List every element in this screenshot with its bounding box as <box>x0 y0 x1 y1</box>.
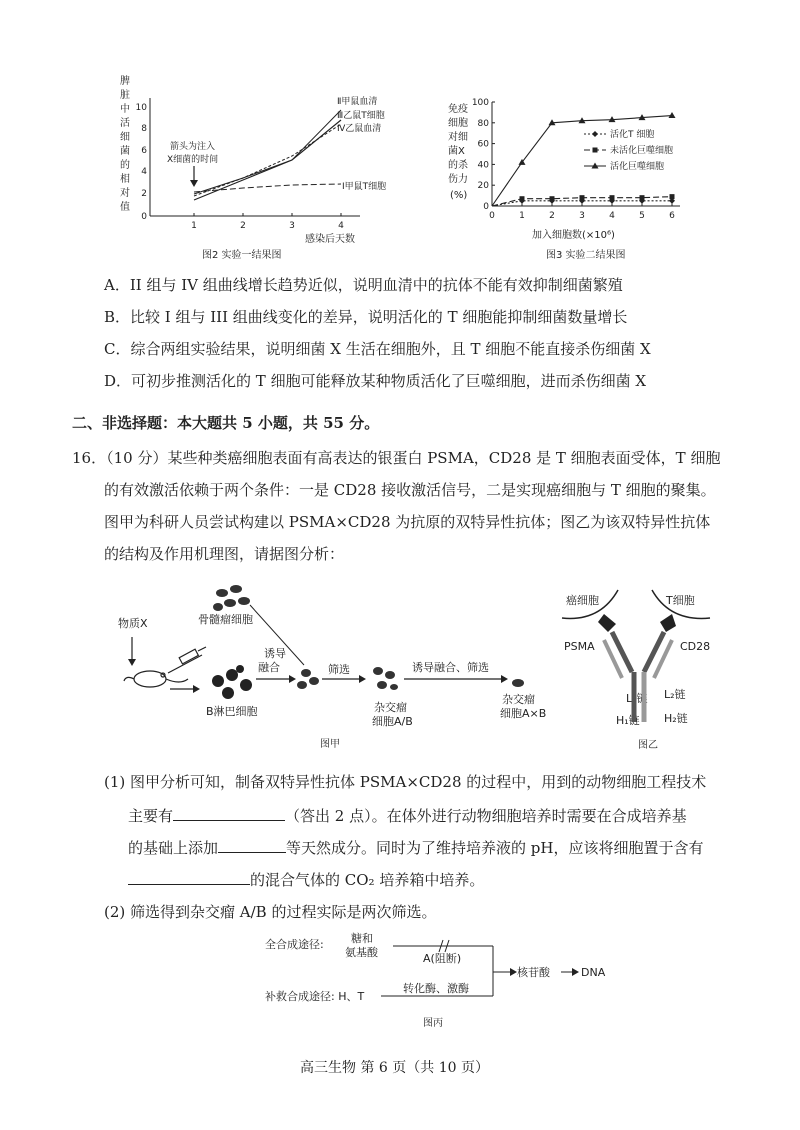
answer-blank[interactable] <box>173 804 285 821</box>
hybrid-ab-label: 细胞A/B <box>372 715 413 728</box>
fig3-xtick: 1 <box>519 211 525 221</box>
fig3-ylabel-part: 菌X <box>448 146 465 157</box>
answer-blank[interactable] <box>128 868 250 885</box>
sub1-text: （答出 2 点）。在体外进行动物细胞培养时需要在合成培养基 <box>285 807 687 825</box>
fig3-legend-label: 活化巨噬细胞 <box>610 162 665 172</box>
fig3-ylabel-part: (%) <box>450 190 468 201</box>
section-heading: 二、非选择题：本大题共 5 小题，共 55 分。 <box>72 414 380 432</box>
fig3-ylabel-part: 伤力 <box>448 174 468 185</box>
fig3-ytick: 100 <box>471 98 489 108</box>
fig2-arrow-note: X细菌的时间 <box>167 155 219 165</box>
psma-label: PSMA <box>564 640 595 653</box>
sub1-line: (1) 图甲分析可知，制备双特异性抗体 PSMA×CD28 的过程中，用到的动物细胞工程技术 <box>104 773 707 791</box>
option-a: A．II 组与 IV 组曲线增长趋势近似，说明血清中的抗体不能有效抑制细菌繁殖 <box>104 276 623 294</box>
sub1-text: 的混合气体的 CO₂ 培养箱中培养。 <box>250 871 485 889</box>
page-footer: 高三生物 第 6 页（共 10 页） <box>300 1060 489 1076</box>
bcell-label: B淋巴细胞 <box>206 705 258 718</box>
psma-receptor <box>598 614 616 632</box>
fused-cells-icon <box>297 669 319 689</box>
fig2-arrow-note: 箭头为注入 <box>170 142 216 152</box>
fig3-ylabel-part: 免疫 <box>448 104 468 115</box>
figure-c-caption: 图丙 <box>423 1018 443 1029</box>
fig3-ytick: 60 <box>477 139 489 150</box>
fig3-point <box>580 195 585 200</box>
fig2-ylabel-char: 脾 <box>120 76 130 87</box>
l2-chain-label: L₂链 <box>664 688 686 701</box>
myeloma-label: 骨髓瘤细胞 <box>198 613 253 626</box>
figure-b-diagram <box>560 582 750 752</box>
induce-label: 融合 <box>258 661 280 674</box>
screen-label: 筛选 <box>328 663 350 676</box>
fig3-point <box>550 196 555 201</box>
fig2-xtick: 4 <box>338 221 344 231</box>
fig3-point <box>670 194 675 199</box>
fig2-legend: Ⅳ乙鼠血清 <box>337 124 382 134</box>
sub2-line: (2) 筛选得到杂交瘤 A/B 的过程实际是两次筛选。 <box>104 903 437 921</box>
q16-line: 图甲为科研人员尝试构建以 PSMA×CD28 为抗原的双特异性抗体；图乙为该双特异性抗体 <box>104 513 711 531</box>
fig3-xtick: 2 <box>549 211 555 221</box>
fig2-xtick: 1 <box>191 221 197 231</box>
fig3-point <box>520 196 525 201</box>
amino-acid-label: 氨基酸 <box>345 946 378 959</box>
fig2-legend: Ⅲ乙鼠T细胞 <box>337 111 385 121</box>
induce-label: 诱导 <box>264 647 286 660</box>
sugar-label: 糖和 <box>351 932 373 945</box>
fig2-ylabel-char: 菌 <box>120 146 130 157</box>
sub1-line <box>128 836 703 858</box>
option-d: D．可初步推测活化的 T 细胞可能释放某种物质活化了巨噬细胞，进而杀伤细菌 X <box>104 372 647 390</box>
hybrid-ab-label: 杂交瘤 <box>374 701 407 714</box>
sub1-text: 等天然成分。同时为了维持培养液的 pH，应该将细胞置于含有 <box>286 839 704 857</box>
fig3-ylabel-part: 细胞 <box>448 118 468 129</box>
figure-b-caption: 图乙 <box>638 740 658 751</box>
fig2-ytick: 6 <box>141 146 147 156</box>
fig3-ylabel-part: 对细 <box>448 132 468 143</box>
fig2-xlabel: 感染后天数 <box>305 234 355 245</box>
fig2-ytick: 4 <box>141 167 147 177</box>
fig3-legend-marker <box>592 131 598 137</box>
cancer-cell-label: 癌细胞 <box>566 594 599 607</box>
figure-3-chart <box>440 90 710 265</box>
sub1-line <box>128 804 687 826</box>
salvage-pathway-label: 补救合成途径: H、T <box>265 990 365 1003</box>
option-b: B．比较 I 组与 III 组曲线变化的差异，说明活化的 T 细胞能抑制细菌数量增长 <box>104 308 628 326</box>
q16-line: 的有效激活依赖于两个条件：一是 CD28 接收激活信号，二是实现癌细胞与 T 细胞的聚集。 <box>104 481 716 499</box>
fig2-ylabel-char: 活 <box>120 118 130 129</box>
cd28-receptor <box>660 614 676 632</box>
q16-line: 的结构及作用机理图，请据图分析： <box>104 545 345 563</box>
blocked-a-label: A(阻断) <box>423 952 462 965</box>
fig2-ytick: 2 <box>141 189 147 199</box>
l1-chain-label: L₁链 <box>626 692 648 705</box>
myeloma-cells-icon <box>213 585 250 611</box>
fig3-legend-label: 活化T 细胞 <box>610 130 655 140</box>
q16-line: 16．（10 分）某些种类癌细胞表面有高表达的银蛋白 PSMA，CD28 是 T 细胞表面受体，T 细胞 <box>72 449 721 467</box>
hybrid-axb-label: 细胞A×B <box>500 707 547 720</box>
fig3-ytick: 20 <box>477 181 489 192</box>
fig3-xtick: 3 <box>579 211 585 221</box>
figure-c-diagram <box>255 930 635 1030</box>
fig2-ylabel-char: 值 <box>120 202 130 213</box>
fig3-legend-label: 未活化巨噬细胞 <box>610 146 674 156</box>
fig2-ylabel-char: 对 <box>120 188 130 199</box>
syringe-icon <box>168 647 206 673</box>
induce-screen-label: 诱导融合、筛选 <box>412 661 489 674</box>
fig3-xlabel: 加入细胞数(×10⁶) <box>532 230 615 241</box>
fig3-legend-marker <box>593 148 598 153</box>
fig3-ytick: 80 <box>477 118 489 129</box>
full-pathway-label: 全合成途径: <box>265 938 324 951</box>
sub1-line <box>128 868 484 890</box>
fig3-ytick: 0 <box>483 202 489 212</box>
dna-label: DNA <box>581 966 606 979</box>
fig2-ytick: 10 <box>135 103 147 113</box>
fig2-ylabel-char: 相 <box>120 174 130 185</box>
hybridoma-axb-icon <box>512 679 524 687</box>
fig2-ytick: 0 <box>141 212 147 222</box>
mouse-icon <box>124 671 188 687</box>
fig2-curve-III <box>194 110 341 194</box>
h1-chain-label: H₁链 <box>616 714 640 727</box>
b-cells-icon <box>212 665 252 699</box>
figure-a-diagram <box>110 575 570 750</box>
sub1-text: 主要有 <box>128 807 174 825</box>
fig2-legend: Ⅰ甲鼠T细胞 <box>342 182 387 192</box>
fig2-ylabel-char: 细 <box>120 132 130 143</box>
fig3-point <box>610 195 615 200</box>
fig2-xtick: 2 <box>240 221 246 231</box>
fig2-ylabel-char: 中 <box>120 104 130 115</box>
hybridoma-ab-icon <box>373 667 398 690</box>
fig3-caption: 图3 实验二结果图 <box>546 250 626 261</box>
answer-blank[interactable] <box>218 836 286 853</box>
cd28-label: CD28 <box>680 640 711 653</box>
fig3-ytick: 40 <box>477 160 489 171</box>
substance-x-label: 物质X <box>118 617 148 630</box>
fig2-caption: 图2 实验一结果图 <box>202 250 282 261</box>
enzyme-label: 转化酶、激酶 <box>403 982 469 995</box>
fig3-point <box>669 112 676 118</box>
figure-2-chart <box>110 70 390 265</box>
figure-a-caption: 图甲 <box>320 739 340 750</box>
sub1-text: 的基础上添加 <box>128 839 219 857</box>
fig2-ytick: 8 <box>141 124 147 134</box>
fig3-xtick: 4 <box>609 211 615 221</box>
h2-chain-label: H₂链 <box>664 712 688 725</box>
fig3-ylabel-part: 的杀 <box>448 160 468 171</box>
fig3-point <box>640 195 645 200</box>
fig2-ylabel-char: 的 <box>120 160 130 171</box>
hybrid-axb-label: 杂交瘤 <box>502 693 535 706</box>
fig3-xtick: 5 <box>639 211 645 221</box>
fig2-ylabel-char: 脏 <box>120 90 130 101</box>
fig3-xtick: 6 <box>669 211 675 221</box>
fig2-xtick: 3 <box>289 221 295 231</box>
t-cell-label: T细胞 <box>666 594 695 607</box>
option-c: C．综合两组实验结果，说明细菌 X 生活在细胞外，且 T 细胞不能直接杀伤细菌 X <box>104 340 651 358</box>
fig3-xtick: 0 <box>489 211 495 221</box>
nucleotide-label: 核苷酸 <box>517 966 550 979</box>
fig2-legend: Ⅱ甲鼠血清 <box>337 97 378 107</box>
